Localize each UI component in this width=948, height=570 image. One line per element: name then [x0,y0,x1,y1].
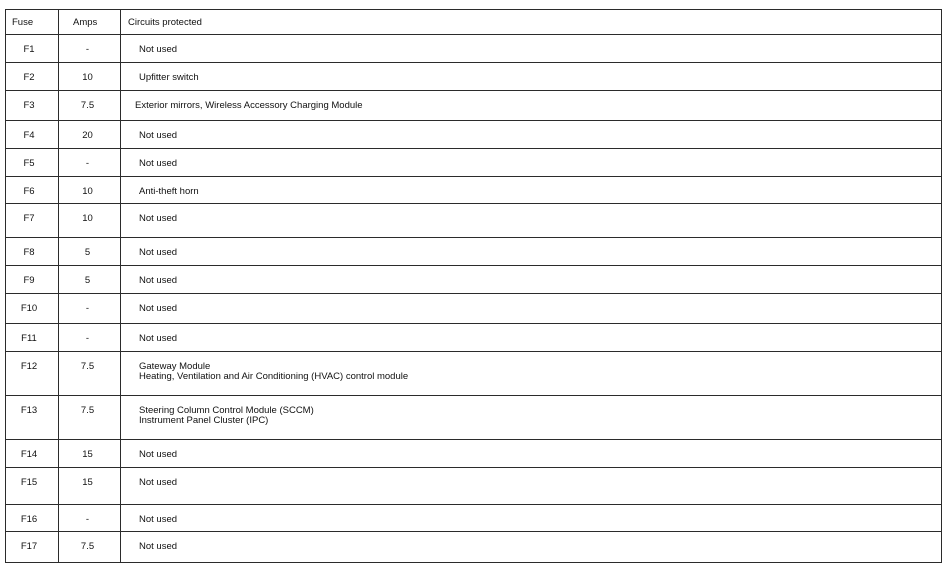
amps-cell: 10 [59,63,121,91]
fuse-id-cell: F13 [6,396,59,440]
table-row [6,149,942,177]
table-row [6,35,942,63]
amps-cell: 7.5 [59,532,121,563]
table-row [6,121,942,149]
circuit-line: Not used [139,213,178,224]
circuit-line: Heating, Ventilation and Air Conditioning (HVAC) control module [139,371,409,382]
table-row [6,238,942,266]
circuits-cell [121,294,942,324]
circuit-line: Not used [139,333,178,344]
fuse-id-cell: F9 [6,266,59,294]
header-circuits-protected: Circuits protected [121,10,942,35]
fuse-id-cell: F5 [6,149,59,177]
fuse-id-cell: F7 [6,204,59,238]
amps-cell: 7.5 [59,91,121,121]
circuit-line: Not used [139,541,178,552]
circuits-cell [121,149,942,177]
amps-cell: 7.5 [59,396,121,440]
fuse-id-cell: F3 [6,91,59,121]
table-row [6,532,942,563]
table-row [6,396,942,440]
circuits-cell [121,324,942,352]
table-row [6,324,942,352]
amps-cell: 7.5 [59,352,121,396]
fuse-id-cell: F2 [6,63,59,91]
circuit-line: Not used [139,130,178,141]
header-amps: Amps [59,10,121,35]
fuse-id-cell: F11 [6,324,59,352]
circuit-line: Gateway Module [139,361,211,372]
fuse-rows [6,35,942,563]
circuit-line: Anti-theft horn [139,186,199,197]
fuse-id-cell: F12 [6,352,59,396]
circuit-line: Not used [139,247,178,258]
amps-cell: 20 [59,121,121,149]
circuits-cell [121,63,942,91]
circuits-cell [121,177,942,204]
circuit-line: Instrument Panel Cluster (IPC) [139,415,269,426]
table-row [6,505,942,532]
amps-cell: - [59,505,121,532]
amps-cell: 15 [59,440,121,468]
circuit-line: Not used [139,514,178,525]
circuit-line: Not used [139,449,178,460]
fuse-id-cell: F6 [6,177,59,204]
table-row [6,204,942,238]
circuits-cell [121,266,942,294]
header-fuse: Fuse [6,10,59,35]
amps-cell: 10 [59,177,121,204]
table-row [6,440,942,468]
amps-cell: 5 [59,266,121,294]
fuse-id-cell: F14 [6,440,59,468]
amps-cell: - [59,324,121,352]
fuse-id-cell: F4 [6,121,59,149]
circuit-line: Not used [139,158,178,169]
circuits-cell [121,532,942,563]
circuit-line: Steering Column Control Module (SCCM) [139,405,314,416]
circuits-cell [121,505,942,532]
table-row [6,352,942,396]
header-row [6,10,942,35]
amps-cell: - [59,294,121,324]
fuse-table [5,9,942,563]
circuits-cell [121,204,942,238]
fuse-id-cell: F1 [6,35,59,63]
table-row [6,294,942,324]
circuit-line: Not used [139,44,178,55]
circuit-line: Not used [139,275,178,286]
circuit-line: Upfitter switch [139,72,199,83]
table-row [6,177,942,204]
circuits-cell [121,91,942,121]
circuits-cell [121,396,942,440]
table-row [6,468,942,505]
fuse-id-cell: F16 [6,505,59,532]
circuit-line: Not used [139,477,178,488]
fuse-id-cell: F8 [6,238,59,266]
amps-cell: 15 [59,468,121,505]
circuit-line: Exterior mirrors, Wireless Accessory Charging Module [135,100,363,111]
fuse-id-cell: F15 [6,468,59,505]
circuits-cell [121,440,942,468]
table-row [6,63,942,91]
amps-cell: - [59,149,121,177]
amps-cell: - [59,35,121,63]
amps-cell: 10 [59,204,121,238]
table-row [6,91,942,121]
circuits-cell [121,468,942,505]
circuit-line: Not used [139,303,178,314]
fuse-id-cell: F17 [6,532,59,563]
circuits-cell [121,121,942,149]
circuits-cell [121,238,942,266]
amps-cell: 5 [59,238,121,266]
circuits-cell [121,35,942,63]
fuse-id-cell: F10 [6,294,59,324]
circuits-cell [121,352,942,396]
table-row [6,266,942,294]
